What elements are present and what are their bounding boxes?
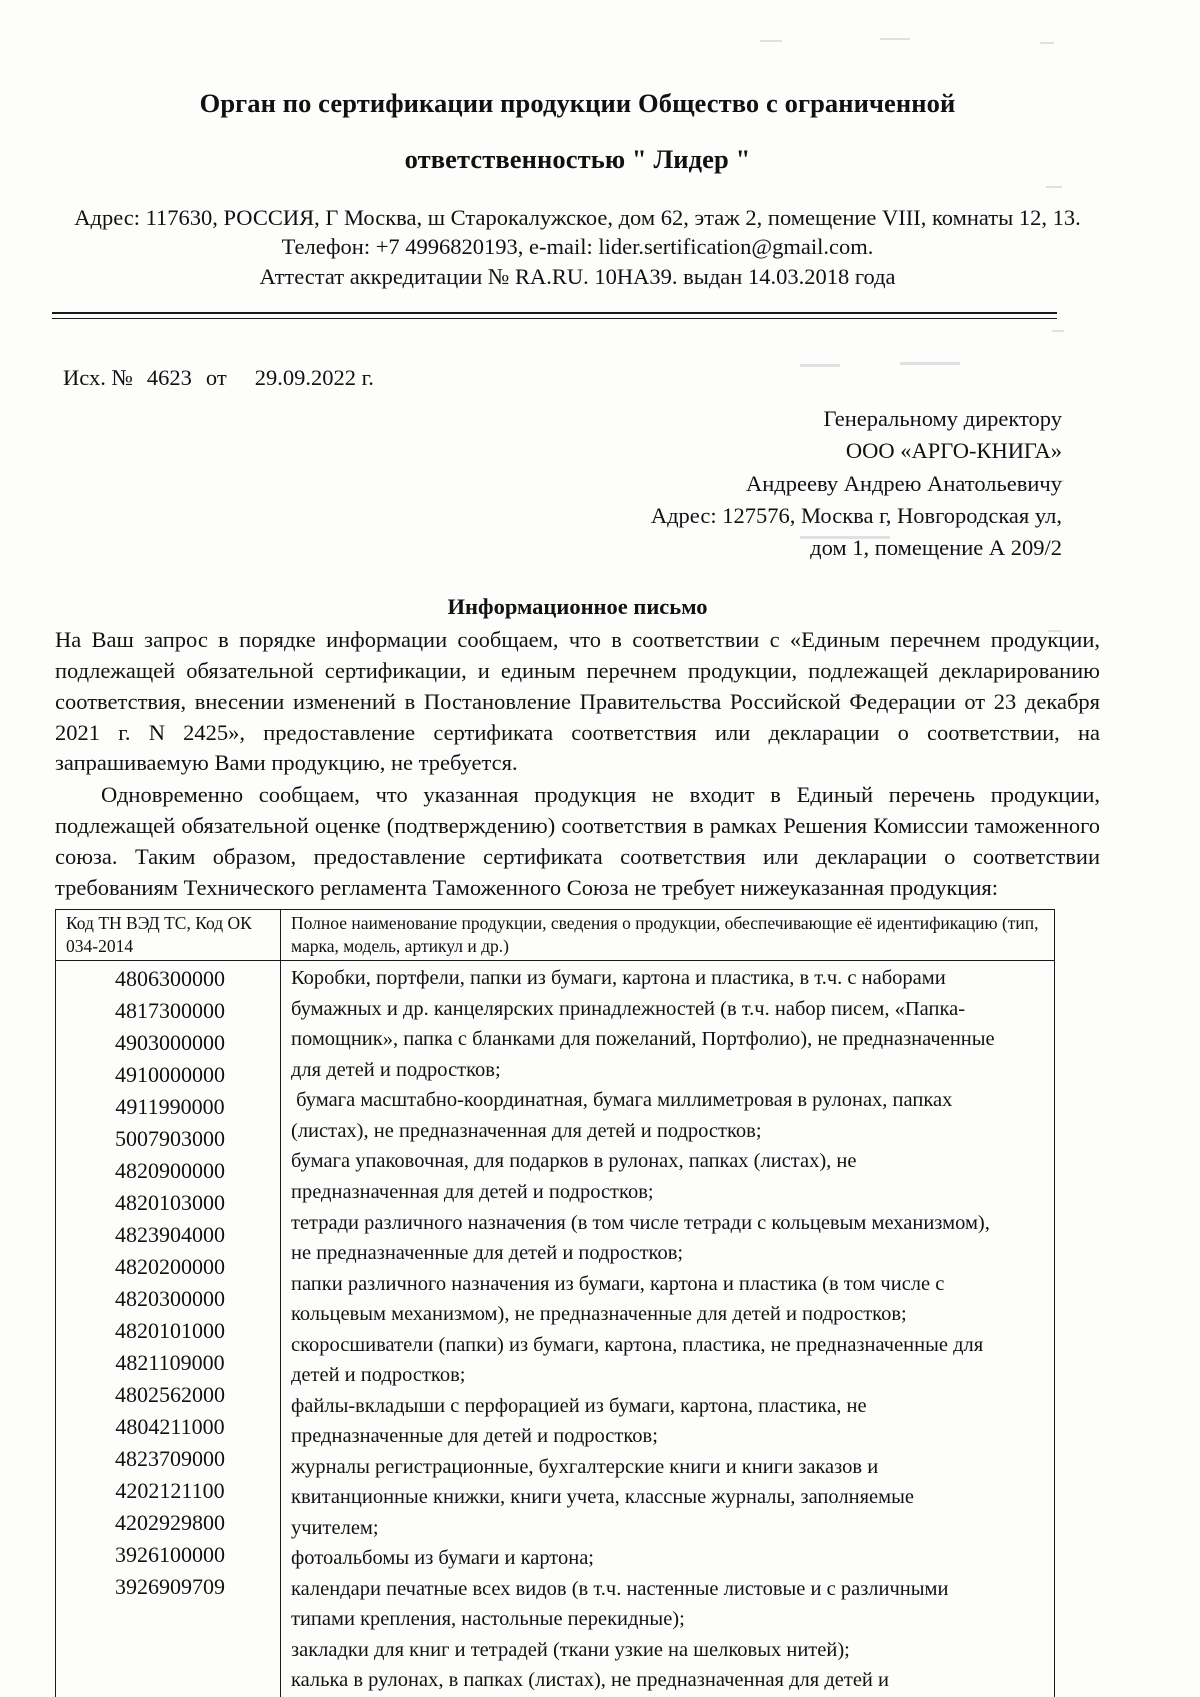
product-description-line: файлы-вкладыши с перфорацией из бумаги, картона, пластика, не bbox=[291, 1394, 867, 1417]
product-description-line: (листах), не предназначенная для детей и подростков; bbox=[291, 1119, 762, 1142]
product-description-line: тетради различного назначения (в том числе тетради с кольцевым механизмом), bbox=[291, 1211, 990, 1234]
table-header-row bbox=[56, 910, 1055, 961]
table-header-description: Полное наименование продукции, сведения о продукции, обеспечивающие её идентификацию (тип, марка, модель, артикул и др.) bbox=[281, 910, 1055, 961]
product-description-line: скоросшиватели (папки) из бумаги, картона, пластика, не предназначенные для bbox=[291, 1333, 984, 1356]
addressee-address-line2: дом 1, помещение А 209/2 bbox=[810, 534, 1062, 560]
product-code: 4820300000 bbox=[115, 1286, 225, 1312]
product-code: 4823709000 bbox=[115, 1446, 225, 1472]
product-code: 4202121100 bbox=[115, 1478, 225, 1504]
organization-title-line1: Орган по сертификации продукции Общество с ограниченной bbox=[199, 88, 956, 118]
product-description-line: предназначенные для детей и подростков; bbox=[291, 1425, 658, 1448]
reference-label: Исх. № bbox=[63, 365, 133, 391]
product-description-line: типами крепления, настольные перекидные); bbox=[291, 1608, 685, 1631]
organization-title bbox=[55, 86, 1100, 178]
product-code: 3926909709 bbox=[115, 1574, 225, 1600]
product-description-line: для детей и подростков; bbox=[291, 1058, 501, 1081]
product-description-line: калька в рулонах, в папках (листах), не предназначенная для детей и bbox=[291, 1669, 889, 1692]
letterhead-divider bbox=[52, 312, 1057, 319]
letter-title: Информационное письмо bbox=[447, 594, 708, 620]
product-code: 4817300000 bbox=[115, 998, 225, 1024]
product-code: 4202929800 bbox=[115, 1510, 225, 1536]
product-code: 4820200000 bbox=[115, 1254, 225, 1280]
product-code: 4821109000 bbox=[115, 1350, 225, 1376]
product-description-line: бумажных и др. канцелярских принадлежностей (в т.ч. набор писем, «Папка- bbox=[291, 997, 966, 1020]
product-code: 4910000000 bbox=[115, 1062, 225, 1088]
letterhead-contacts: Телефон: +7 4996820193, e-mail: lider.sertification@gmail.com. bbox=[281, 234, 874, 260]
table-header-code: Код ТН ВЭД ТС, Код ОК 034-2014 bbox=[56, 910, 281, 961]
addressee-name: Андрееву Андрею Анатольевичу bbox=[746, 470, 1062, 496]
letterhead-accreditation: Аттестат аккредитации № RA.RU. 10НА39. выдан 14.03.2018 года bbox=[259, 264, 896, 290]
organization-title-line2: ответственностью " Лидер " bbox=[404, 143, 751, 174]
product-description-line: помощник», папка с бланками для пожеланий, Портфолио), не предназначенные bbox=[291, 1028, 995, 1051]
product-description-line: кольцевым механизмом), не предназначенные для детей и подростков; bbox=[291, 1303, 907, 1326]
product-description-line: не предназначенные для детей и подростков; bbox=[291, 1242, 684, 1265]
letter-paragraph-1: На Ваш запрос в порядке информации сообщаем, что в соответствии с «Единым перечнем продукции, подлежащей обязательной сертификации, и единым перечнем продукции, подлежащей декларированию соответствия, внесении изменений в Постановление Правительства Российской Федерации от 23 декабря 2021 г. N 2425», предоставление сертификата соответствия или декларации о соответствии, на запрашиваемую Вами продукцию, не требуется. bbox=[55, 627, 1100, 776]
reference-from-label: от bbox=[205, 365, 227, 391]
product-code: 4823904000 bbox=[115, 1222, 225, 1248]
product-code: 4820101000 bbox=[115, 1318, 225, 1344]
product-code: 4820103000 bbox=[115, 1190, 225, 1216]
product-description-line: закладки для книг и тетрадей (ткани узкие на шелковых нитей); bbox=[291, 1638, 850, 1661]
product-description-line: фотоальбомы из бумаги и картона; bbox=[291, 1547, 595, 1570]
product-description-line: папки различного назначения из бумаги, картона и пластика (в том числе с bbox=[291, 1272, 945, 1295]
addressee-block bbox=[55, 403, 1100, 564]
product-code: 4911990000 bbox=[115, 1094, 225, 1120]
product-description-line: предназначенная для детей и подростков; bbox=[291, 1180, 654, 1203]
table-cell-description bbox=[281, 961, 1055, 1697]
table-cell-codes bbox=[56, 961, 281, 1697]
product-code: 4820900000 bbox=[115, 1158, 225, 1184]
table-row bbox=[56, 961, 1055, 1697]
reference-number: 4623 bbox=[146, 365, 192, 391]
product-description-line: журналы регистрационные, бухгалтерские книги и книги заказов и bbox=[291, 1455, 879, 1478]
product-description-line: учителем; bbox=[291, 1516, 379, 1539]
product-description-line: Коробки, портфели, папки из бумаги, картона и пластика, в т.ч. с наборами bbox=[291, 967, 946, 990]
letterhead bbox=[55, 0, 1100, 319]
product-description-line: бумага масштабно-координатная, бумага миллиметровая в рулонах, папках bbox=[291, 1089, 953, 1112]
product-code: 4806300000 bbox=[115, 966, 225, 992]
product-table bbox=[55, 909, 1055, 1697]
addressee-position: Генеральному директору bbox=[823, 406, 1062, 432]
product-code: 4804211000 bbox=[115, 1414, 225, 1440]
addressee-address-line1: Адрес: 127576, Москва г, Новгородская ул, bbox=[650, 502, 1062, 528]
addressee-company: ООО «АРГО-КНИГА» bbox=[845, 438, 1062, 464]
letterhead-address: Адрес: 117630, РОССИЯ, Г Москва, ш Старокалужское, дом 62, этаж 2, помещение VIII, комнаты 12, 13. bbox=[74, 204, 1081, 230]
product-description-line: календари печатные всех видов (в т.ч. настенные листовые и с различными bbox=[291, 1577, 949, 1600]
letter-paragraph-2: Одновременно сообщаем, что указанная продукция не входит в Единый перечень продукции, подлежащей обязательной оценке (подтверждению) соответствия в рамках Решения Комиссии таможенного союза. Таким образом, предоставление сертификата соответствия или декларации о соответствии требованиям Технического регламента Таможенного Союза не требует нижеуказанная продукция: bbox=[55, 782, 1100, 900]
product-description-line: детей и подростков; bbox=[291, 1364, 466, 1387]
product-description-line: квитанционные книжки, книги учета, классные журналы, заполняемые bbox=[291, 1486, 914, 1509]
product-code: 3926100000 bbox=[115, 1542, 225, 1568]
product-description-line: бумага упаковочная, для подарков в рулонах, папках (листах), не bbox=[291, 1150, 857, 1173]
outgoing-reference bbox=[55, 365, 1100, 391]
product-code: 4802562000 bbox=[115, 1382, 225, 1408]
reference-date: 29.09.2022 г. bbox=[254, 365, 374, 391]
product-code: 5007903000 bbox=[115, 1126, 225, 1152]
product-code: 4903000000 bbox=[115, 1030, 225, 1056]
